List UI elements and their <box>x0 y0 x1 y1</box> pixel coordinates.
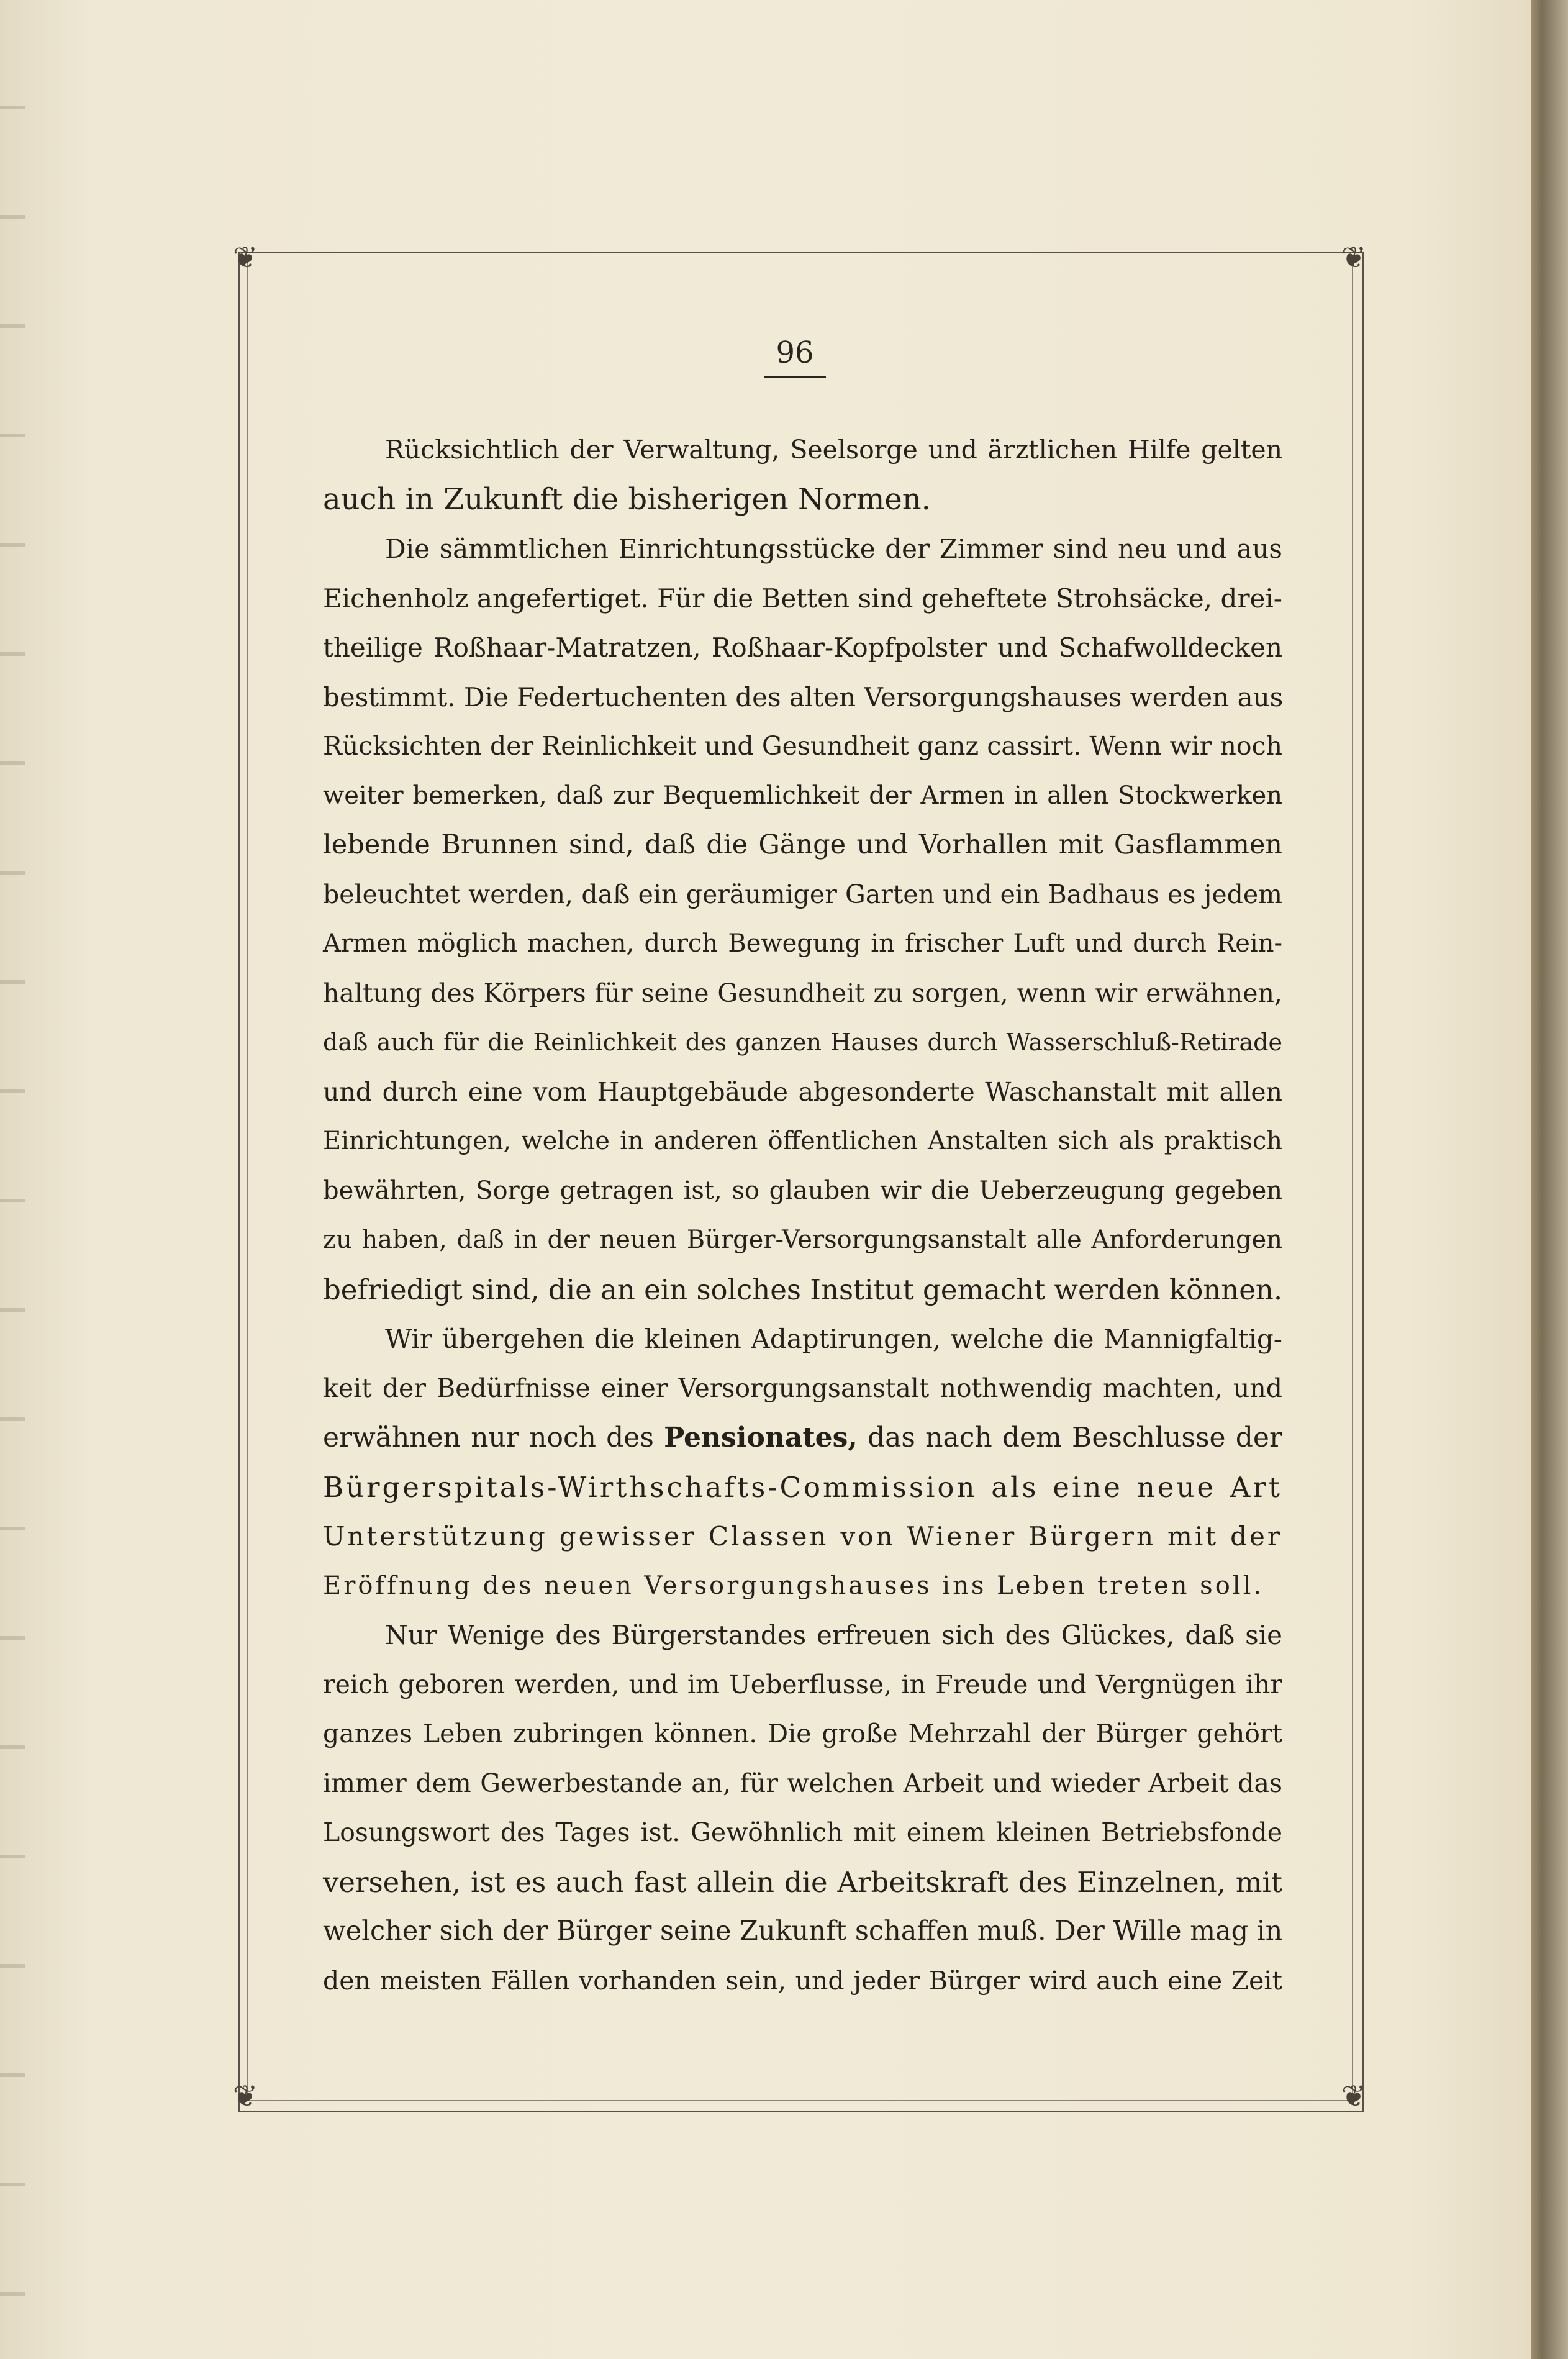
emphasis-pensionates: Pensionates, <box>664 1422 858 1453</box>
text-line: Nur Wenige des Bürgerstandes erfreuen sich des Glückes, daß sie <box>385 1620 1282 1650</box>
text-line: theilige Roßhaar-Matratzen, Roßhaar-Kopfpolster und Schafwolldecken <box>323 632 1282 663</box>
text-line: Losungswort des Tages ist. Gewöhnlich mit einem kleinen Betriebsfonde <box>323 1817 1282 1847</box>
text-line: reich geboren werden, und im Ueberflusse, in Freude und Vergnügen ihr <box>323 1669 1282 1699</box>
text-line: Einrichtungen, welche in anderen öffentlichen Anstalten sich als praktisch <box>323 1127 1282 1155</box>
text-line: immer dem Gewerbestande an, für welchen Arbeit und wieder Arbeit das <box>323 1768 1282 1798</box>
corner-ornament-top-right: ❦ <box>1341 240 1367 275</box>
text-line-spaced: Eröffnung des neuen Versorgungshauses ins Leben treten soll. <box>323 1571 1264 1600</box>
corner-ornament-bottom-right: ❦ <box>1341 2079 1367 2114</box>
text-line: bewährten, Sorge getragen ist, so glauben wir die Ueberzeugung gegeben <box>323 1176 1282 1205</box>
page-number-rule <box>764 376 826 378</box>
text-line: lebende Brunnen sind, daß die Gänge und Vorhallen mit Gasflammen <box>323 829 1282 860</box>
text-line: zu haben, daß in der neuen Bürger-Versorgungsanstalt alle Anforderungen <box>323 1225 1282 1254</box>
text-line: beleuchtet werden, daß ein geräumiger Garten und ein Badhaus es jedem <box>323 879 1282 909</box>
text-line: befriedigt sind, die an ein solches Institut gemacht werden können. <box>323 1273 1283 1306</box>
text-line: welcher sich der Bürger seine Zukunft schaffen muß. Der Wille mag in <box>323 1916 1283 1947</box>
text-line: Die sämmtlichen Einrichtungsstücke der Zimmer sind neu und aus <box>385 534 1282 564</box>
text-line: weiter bemerken, daß zur Bequemlichkeit der Armen in allen Stockwerken <box>323 781 1282 810</box>
text-line: den meisten Fällen vorhanden sein, und jeder Bürger wird auch eine Zeit <box>323 1965 1282 1996</box>
page-number: 96 <box>776 335 814 370</box>
text-line: Rücksichtlich der Verwaltung, Seelsorge und ärztlichen Hilfe gelten <box>385 435 1282 465</box>
text-line: keit der Bedürfnisse einer Versorgungsanstalt nothwendig machten, und <box>323 1373 1282 1403</box>
text-line: bestimmt. Die Federtuchenten des alten Versorgungshauses werden aus <box>323 681 1284 712</box>
text-line: Armen möglich machen, durch Bewegung in frischer Luft und durch Rein- <box>323 929 1282 958</box>
text-line: Rücksichten der Reinlichkeit und Gesundheit ganz cassirt. Wenn wir noch <box>323 731 1282 761</box>
text-line: und durch eine vom Hauptgebäude abgesonderte Waschanstalt mit allen <box>323 1076 1282 1107</box>
text-line-spaced: Bürgerspitals-Wirthschafts-Commission als eine neue Art <box>323 1470 1282 1504</box>
binding-edge <box>0 0 25 2359</box>
text-line: Eichenholz angefertiget. Für die Betten sind geheftete Strohsäcke, drei- <box>323 583 1282 614</box>
text-line: versehen, ist es auch fast allein die Arbeitskraft des Einzelnen, mit <box>323 1865 1282 1899</box>
text-line: auch in Zukunft die bisherigen Normen. <box>323 481 931 517</box>
text-line: daß auch für die Reinlichkeit des ganzen Hauses durch Wasserschluß-Retirade <box>323 1029 1282 1056</box>
text-line: ganzes Leben zubringen können. Die große Mehrzahl der Bürger gehört <box>323 1719 1282 1748</box>
body-text <box>323 425 1282 2006</box>
text-segment: das nach dem Beschlusse der <box>857 1422 1282 1453</box>
corner-ornament-top-left: ❦ <box>232 240 258 275</box>
text-line: Wir übergehen die kleinen Adaptirungen, welche die Mannigfaltig- <box>385 1324 1282 1354</box>
text-segment: erwähnen nur noch des <box>323 1422 664 1453</box>
text-line: haltung des Körpers für seine Gesundheit zu sorgen, wenn wir erwähnen, <box>323 978 1282 1008</box>
text-line-spaced: Unterstützung gewisser Classen von Wiener Bürgern mit der <box>323 1521 1282 1552</box>
text-line-pensionate <box>323 1413 1282 1463</box>
page-edge-shadow <box>1531 0 1568 2359</box>
corner-ornament-bottom-left: ❦ <box>232 2079 258 2114</box>
